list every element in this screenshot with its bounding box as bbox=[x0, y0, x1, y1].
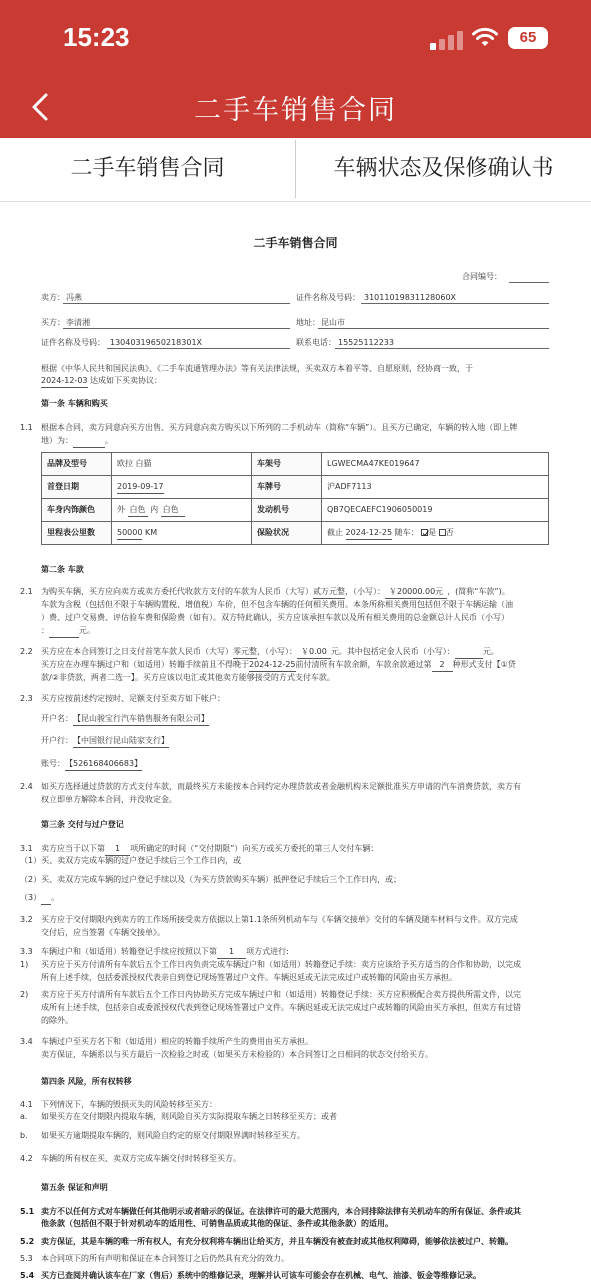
insurance-no-label: 否 bbox=[445, 527, 454, 537]
account-name-row bbox=[41, 713, 209, 726]
clause-2-1-line-3: ）费、过户交易费、评估验车费和保险费（如有）。双方特此确认，买方应该承担车款以及所有相关费用的总金额总计人民币（小写） bbox=[41, 613, 509, 622]
clause-5-2-text: 卖方保证，其是车辆的唯一所有权人，有充分权利将车辆出让给买方，并且车辆没有被查封或其他权利障碍，能够依法被过户、转籍。 bbox=[41, 1237, 513, 1246]
clause-2-1-text: 元。 bbox=[79, 626, 95, 635]
insurance-yes-label: 是 bbox=[428, 527, 437, 537]
phone-label: 联系电话： bbox=[296, 338, 336, 347]
clause-2-1-text: ： bbox=[41, 626, 49, 635]
delivery-other-field[interactable] bbox=[41, 892, 51, 905]
insurance-date: 2024-12-25 bbox=[346, 527, 393, 540]
clause-5-3-text: 本合同项下的所有声明和保证在本合同签订之后仍然具有充分的效力。 bbox=[41, 1254, 289, 1263]
seller-name: 冯燕 bbox=[66, 293, 82, 302]
clause-4-1-b-number: b. bbox=[20, 1131, 28, 1140]
clause-1-1-line-2 bbox=[41, 435, 113, 448]
clause-1-1-number: 1.1 bbox=[20, 423, 33, 432]
intro-line-1: 根据《中华人民共和国民法典》、《二手车流通管理办法》等有关法律法规，买卖双方本着平等、自愿原则，经协商一致，于 bbox=[41, 364, 473, 373]
clause-2-1-line-2: 车款为含税（包括但不限于车辆购置税、增值税）车价，但不包含车辆的任何相关费用。本条所称相关费用包括但不限于车辆运输（油 bbox=[41, 600, 513, 609]
buyer-address: 昆山市 bbox=[321, 318, 345, 327]
table-cell-label: 车牌号 bbox=[252, 476, 322, 499]
table-cell-label: 品牌及型号 bbox=[42, 453, 112, 476]
table-row bbox=[42, 453, 549, 476]
article-1-title: 第一条 车辆和购买 bbox=[41, 399, 108, 408]
vehicle-first-reg-cell bbox=[112, 476, 252, 499]
table-cell-label: 保险状况 bbox=[252, 522, 322, 545]
intro-tail: 达成如下买卖协议： bbox=[87, 376, 163, 385]
tab-sales-contract[interactable]: 二手车销售合同 bbox=[70, 156, 225, 181]
clause-3-3-text: 车辆过户和（如适用）转籍登记手续应按照以下第 bbox=[41, 947, 217, 956]
account-name: 【昆山骏宝行汽车销售服务有限公司】 bbox=[73, 713, 209, 726]
clause-3-1-text: 。 bbox=[51, 893, 60, 902]
clause-2-3-text: 买方应按前述约定按时、足额支付至卖方如下帐户： bbox=[41, 694, 225, 703]
intro-date: 2024-12-03 bbox=[41, 375, 88, 388]
seller-label: 卖方： bbox=[41, 293, 65, 302]
clause-3-4-line-2: 卖方保证，车辆系以与买方最后一次检验之时或（如果买方未检验的）本合同签订之日相同的状态交付给买方。 bbox=[41, 1050, 433, 1059]
clause-2-2-text: 种形式支付【①贷 bbox=[452, 660, 516, 669]
clause-3-3-number: 3.3 bbox=[20, 947, 33, 956]
table-cell-label: 车架号 bbox=[252, 453, 322, 476]
price-uppercase: 贰万元整 bbox=[313, 586, 345, 599]
clause-2-2-text: ，（小写）： bbox=[257, 647, 297, 656]
table-row bbox=[42, 522, 549, 545]
clause-2-2-line-2 bbox=[41, 659, 516, 672]
wifi-icon bbox=[472, 26, 498, 48]
page-title: 二手车销售合同 bbox=[194, 95, 397, 126]
table-cell-label: 车身内饰颜色 bbox=[42, 499, 112, 522]
vehicle-vin: LGWECMA47KE019647 bbox=[322, 453, 549, 476]
clause-2-2-number: 2.2 bbox=[20, 647, 33, 656]
account-bank-row bbox=[41, 735, 169, 748]
payment-deadline: 2024-12-25 bbox=[249, 659, 296, 672]
article-5-title: 第五条 保证和声明 bbox=[41, 1183, 108, 1192]
clause-2-1-number: 2.1 bbox=[20, 587, 33, 596]
clause-2-2-line-3: 款/②非贷款，两者二选一】。买方应该以电汇或其他卖方能够接受的方式支付车款。 bbox=[41, 673, 335, 682]
clause-2-1-text: ，(简称“车款”)。 bbox=[447, 587, 510, 596]
seller-name-line bbox=[63, 303, 290, 304]
clause-3-2-line-2: 交付后，应当签署《车辆交接单》。 bbox=[41, 928, 165, 937]
insurance-yes-checkbox[interactable] bbox=[421, 529, 428, 536]
status-time: 15:23 bbox=[63, 22, 130, 52]
contract-title: 二手车销售合同 bbox=[253, 236, 338, 250]
price-lowercase: ￥20000.00元 bbox=[385, 586, 447, 599]
insurance-suffix: 随车： bbox=[392, 527, 419, 537]
buyer-label: 买方： bbox=[41, 318, 65, 327]
clause-5-1-line-2: 他条款（包括但不限于针对机动车的适用性、可销售品质或其他的保证、条件或其他条款）的适用。 bbox=[41, 1219, 393, 1228]
clause-2-4-line-2: 权立即单方解除本合同，并没收定金。 bbox=[41, 795, 177, 804]
account-no: 【526168406683】 bbox=[65, 758, 142, 771]
seller-id-line bbox=[361, 303, 549, 304]
clause-2-2-text: 买方应在办理车辆过户和（如适用）转籍手续前且不得晚于 bbox=[41, 660, 249, 669]
clause-3-2-line-1: 买方应于交付期限内到卖方的工作场所接受卖方依据以上第1.1条所列机动车与《车辆交接单》交付的车辆及随车材料与文件。双方完成 bbox=[41, 915, 518, 924]
buyer-name-line bbox=[63, 328, 290, 329]
clause-3-1-item-2: （2）买、卖双方完成车辆的过户登记手续以及（为买方贷款购买车辆）抵押登记手续后三个工作日内，或； bbox=[20, 875, 402, 884]
vehicle-engine: QB7QECAEFC1906050019 bbox=[322, 499, 549, 522]
clause-3-4-number: 3.4 bbox=[20, 1037, 33, 1046]
clause-2-2-text: 前付清所有车款余额，车款余款通过第 bbox=[295, 660, 432, 669]
clause-3-1-text: （3） bbox=[20, 893, 42, 902]
vehicle-insurance-cell bbox=[322, 522, 549, 545]
battery-indicator: 65 bbox=[508, 27, 548, 49]
clause-3-1-text: 卖方应当于以下第 bbox=[41, 844, 105, 853]
registration-place-field[interactable] bbox=[73, 435, 105, 448]
first-payment-lowercase: ￥0.00 bbox=[297, 646, 331, 659]
article-2-title: 第二条 车款 bbox=[41, 565, 84, 574]
exterior-color: 白色 bbox=[128, 504, 148, 517]
clause-2-1-text: ，（小写）： bbox=[345, 587, 385, 596]
account-bank-label: 开户行： bbox=[41, 736, 73, 745]
clause-3-1-text: 项所确定的时间（“交付期限”）向买方或买方委托的第三人交付车辆： bbox=[130, 844, 379, 853]
mileage-unit: KM bbox=[145, 527, 158, 537]
article-3-title: 第三条 交付与过户登记 bbox=[41, 820, 124, 829]
transfer-option-no: 1 bbox=[217, 946, 246, 959]
clause-2-2-line-1 bbox=[41, 646, 499, 659]
contract-no-field[interactable] bbox=[509, 282, 549, 283]
clause-4-1-text: 下列情况下，车辆的毁损灭失的风险转移至买方： bbox=[41, 1100, 217, 1109]
seller-id-label: 证件名称及号码： bbox=[296, 293, 360, 302]
table-row bbox=[42, 476, 549, 499]
vehicle-info-table bbox=[41, 452, 549, 545]
vehicle-brand: 欧拉 白猫 bbox=[112, 453, 252, 476]
cellular-signal-icon bbox=[430, 28, 464, 50]
clause-5-4-text: 买方已查阅并确认该车在厂家（售后）系统中的维修记录，理解并认可该车可能会存在机械、电气、油漆、钣金等维修记录。 bbox=[41, 1271, 481, 1280]
account-no-label: 账号： bbox=[41, 759, 65, 768]
account-name-label: 开户名： bbox=[41, 714, 73, 723]
account-bank: 【中国银行昆山陆家支行】 bbox=[73, 735, 169, 748]
clause-3-3-2-line-1: 卖方应于买方付清所有车款后五个工作日内协助买方完成车辆过户和（如适用）转籍登记手续：买方应积极配合卖方提供所需文件，以完 bbox=[41, 990, 521, 999]
deposit-field[interactable] bbox=[455, 646, 483, 659]
table-cell-label: 里程表公里数 bbox=[42, 522, 112, 545]
vehicle-mileage-cell bbox=[112, 522, 252, 545]
clause-2-2-text: 元。其中包括定金人民币（小写）： bbox=[330, 647, 455, 656]
vehicle-first-reg: 2019-09-17 bbox=[117, 481, 164, 494]
clause-3-3-2-number: 2) bbox=[20, 990, 29, 999]
clause-3-1-number: 3.1 bbox=[20, 844, 33, 853]
clause-3-1-item-3 bbox=[20, 892, 59, 905]
clause-2-3-number: 2.3 bbox=[20, 694, 33, 703]
buyer-id: 13040319650218301X bbox=[110, 338, 203, 347]
clause-2-2-text: 买方应在本合同签订之日支付首笔车款人民币（大写） bbox=[41, 647, 233, 656]
clause-4-1-a-text: 如果买方在交付期限内提取车辆，则风险自买方实际提取车辆之日转移至买方；或者 bbox=[41, 1112, 337, 1121]
clause-1-1-end: 。 bbox=[105, 436, 113, 445]
clause-3-3-1-number: 1) bbox=[20, 960, 29, 969]
clause-2-1-line-1 bbox=[41, 586, 510, 599]
contract-document[interactable] bbox=[0, 202, 591, 1280]
vehicle-plate: 沪ADF7113 bbox=[322, 476, 549, 499]
total-amount-field[interactable] bbox=[49, 625, 79, 638]
delivery-option-no: 1 bbox=[105, 843, 130, 856]
table-row bbox=[42, 499, 549, 522]
insurance-no-checkbox[interactable] bbox=[439, 529, 446, 536]
vehicle-mileage: 50000 bbox=[117, 527, 142, 540]
contract-no-label: 合同编号： bbox=[462, 272, 502, 281]
insurance-prefix: 截止 bbox=[327, 527, 343, 537]
tab-bar bbox=[0, 138, 591, 202]
clause-3-3-line bbox=[41, 946, 289, 959]
clause-4-1-a-number: a. bbox=[20, 1112, 28, 1121]
buyer-name: 李清湘 bbox=[66, 318, 90, 327]
clause-4-2-text: 车辆的所有权在买、卖双方完成车辆交付时转移至买方。 bbox=[41, 1154, 241, 1163]
article-4-title: 第四条 风险，所有权转移 bbox=[41, 1077, 132, 1086]
clause-3-2-number: 3.2 bbox=[20, 915, 33, 924]
clause-2-4-number: 2.4 bbox=[20, 782, 33, 791]
address-label: 地址： bbox=[296, 318, 320, 327]
seller-id: 31011019831128060X bbox=[364, 293, 457, 302]
table-cell-label: 首登日期 bbox=[42, 476, 112, 499]
buyer-id-line bbox=[107, 348, 290, 349]
first-payment-uppercase: 零元整 bbox=[233, 646, 257, 659]
clause-2-4-line-1: 如买方选择通过贷款的方式支付车款，而最终买方未能按本合同约定办理贷款或者金融机构未足额批准买方申请的汽车消费贷款，卖方有 bbox=[41, 782, 521, 791]
interior-label: 内 bbox=[150, 504, 159, 514]
intro-line-2 bbox=[41, 375, 162, 388]
app-header bbox=[0, 75, 591, 138]
clause-3-3-2-line-2: 成所有上述手续，包括亲自或委派授权代表到登记现场签署过户文件。车辆迟延或无法完成过户或转籍的风险由买方承担，但卖方有过错 bbox=[41, 1003, 521, 1012]
vehicle-color-cell bbox=[112, 499, 252, 522]
clause-3-4-line-1: 车辆过户至买方名下和（如适用）相应的转籍手续所产生的费用由买方承担。 bbox=[41, 1037, 313, 1046]
buyer-phone-line bbox=[335, 348, 549, 349]
clause-1-1-line-1: 根据本合同，卖方同意向买方出售、买方同意向卖方购买以下所列的二手机动车（简称“车辆”）。且买方已确定，车辆的转入地（即上牌 bbox=[41, 423, 518, 432]
clause-4-2-number: 4.2 bbox=[20, 1154, 33, 1163]
clause-3-3-text: 项方式进行: bbox=[246, 947, 289, 956]
clause-2-1-text: 为购买车辆，买方应向卖方或卖方委托代收款方支付的车款为人民币（大写） bbox=[41, 587, 313, 596]
buyer-id-label: 证件名称及号码： bbox=[41, 338, 105, 347]
status-bar bbox=[0, 0, 591, 75]
clause-3-3-1-line-1: 买方应于买方付清所有车款后五个工作日内负责完成车辆过户和（如适用）转籍登记手续：卖方应该给予买方适当的合作和协助，以完成 bbox=[41, 960, 521, 969]
clause-3-1-item-1: （1）买、卖双方完成车辆的过户登记手续后三个工作日内，或 bbox=[20, 856, 242, 865]
buyer-address-line bbox=[318, 328, 549, 329]
clause-2-1-line-4 bbox=[41, 625, 95, 638]
clause-5-2-number: 5.2 bbox=[20, 1237, 35, 1246]
tab-vehicle-status-warranty[interactable]: 车辆状态及保修确认书 bbox=[333, 156, 554, 181]
payment-method-no: 2 bbox=[432, 659, 453, 672]
clause-4-1-b-text: 如果买方逾期提取车辆的，则风险自约定的原交付期限界满时转移至买方。 bbox=[41, 1131, 305, 1140]
table-cell-label: 发动机号 bbox=[252, 499, 322, 522]
clause-2-2-text: 元。 bbox=[482, 647, 499, 656]
clause-5-3-number: 5.3 bbox=[20, 1254, 33, 1263]
clause-3-3-2-line-3: 的除外。 bbox=[41, 1016, 73, 1025]
clause-5-1-number: 5.1 bbox=[20, 1207, 35, 1216]
clause-5-4-number: 5.4 bbox=[20, 1271, 35, 1280]
account-no-row bbox=[41, 758, 142, 771]
registration-place-label: 地）为： bbox=[41, 436, 73, 445]
exterior-label: 外 bbox=[117, 504, 125, 514]
clause-4-1-number: 4.1 bbox=[20, 1100, 33, 1109]
clause-3-3-1-line-2: 所有上述手续，包括委派授权代表亲自到登记现场签署过户文件。车辆迟延或无法完成过户或转籍的风险由买方承担。 bbox=[41, 973, 457, 982]
interior-color: 白色 bbox=[161, 504, 185, 517]
clause-5-1-line-1: 卖方不以任何方式对车辆做任何其他明示或者暗示的保证。在法律许可的最大范围内，本合同排除法律有关机动车的所有保证、条件或其 bbox=[41, 1207, 521, 1216]
buyer-phone: 15525112233 bbox=[338, 338, 394, 347]
